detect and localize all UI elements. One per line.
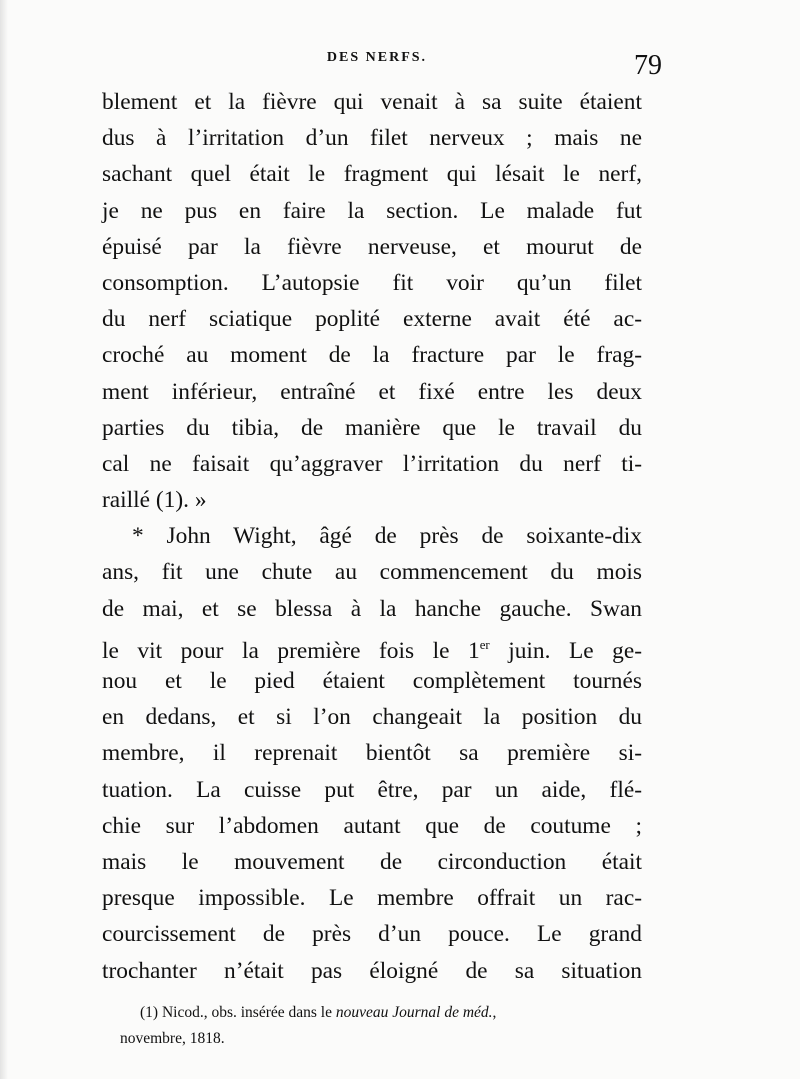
text-line: tuation. La cuisse put être, par un aide, flé- <box>102 776 642 803</box>
text-line: épuisé par la fièvre nerveuse, et mourut de <box>102 233 642 260</box>
footnote <box>120 1000 640 1052</box>
text-line: nou et le pied étaient complètement tournés <box>102 668 642 694</box>
footnote-line <box>120 1000 640 1026</box>
text-line: croché au moment de la fracture par le frag- <box>102 342 642 369</box>
text-line: le vit pour la première fois le 1er juin. Le ge- <box>102 637 642 664</box>
running-head: DES NERFS. <box>326 50 428 65</box>
text-line: sachant quel était le fragment qui lésait le nerf, <box>102 161 642 188</box>
text-line: cal ne faisait qu’aggraver l’irritation du nerf ti- <box>102 450 642 477</box>
page-edge-shadow <box>0 0 8 1079</box>
text-line: je ne pus en faire la section. Le malade fut <box>102 197 642 224</box>
text-line: ans, fit une chute au commencement du mois <box>102 559 642 586</box>
text-line: ment inférieur, entraîné et fixé entre les deux <box>102 378 642 405</box>
footnote-text: (1) Nicod., obs. insérée dans le <box>140 1004 336 1021</box>
text-line: parties du tibia, de manière que le travail du <box>102 414 642 441</box>
page-header <box>102 50 662 84</box>
text-line: * John Wight, âgé de près de soixante-dix <box>132 523 642 550</box>
text-line: dus à l’irritation d’un filet nerveux ; mais ne <box>102 125 642 152</box>
text-line: mais le mouvement de circonduction était <box>102 848 642 875</box>
text-line: de mai, et se blessa à la hanche gauche. Swan <box>102 595 642 622</box>
text-line: courcissement de près d’un pouce. Le grand <box>102 921 642 948</box>
footnote-line: novembre, 1818. <box>120 1030 225 1047</box>
footnote-punctuation: , <box>492 1004 497 1021</box>
text-line: trochanter n’était pas éloigné de sa situation <box>102 957 642 984</box>
ordinal-superscript: er <box>479 637 490 652</box>
text-line: blement et la fièvre qui venait à sa suite étaient <box>102 89 642 115</box>
text-line: en dedans, et si l’on changeait la position du <box>102 704 642 731</box>
page-number: 79 <box>634 50 662 81</box>
text-line: presque impossible. Le membre offrait un rac- <box>102 885 642 912</box>
text-line: membre, il reprenait bientôt sa première si- <box>102 740 642 767</box>
text-line: consomption. L’autopsie fit voir qu’un filet <box>102 269 642 296</box>
body-text <box>102 84 642 989</box>
footnote-journal-title: nouveau Journal de méd. <box>335 1004 493 1021</box>
text-line: raillé (1). » <box>102 487 207 514</box>
text-line: du nerf sciatique poplité externe avait été ac- <box>102 306 642 333</box>
text-line: chie sur l’abdomen autant que de coutume ; <box>102 812 642 839</box>
